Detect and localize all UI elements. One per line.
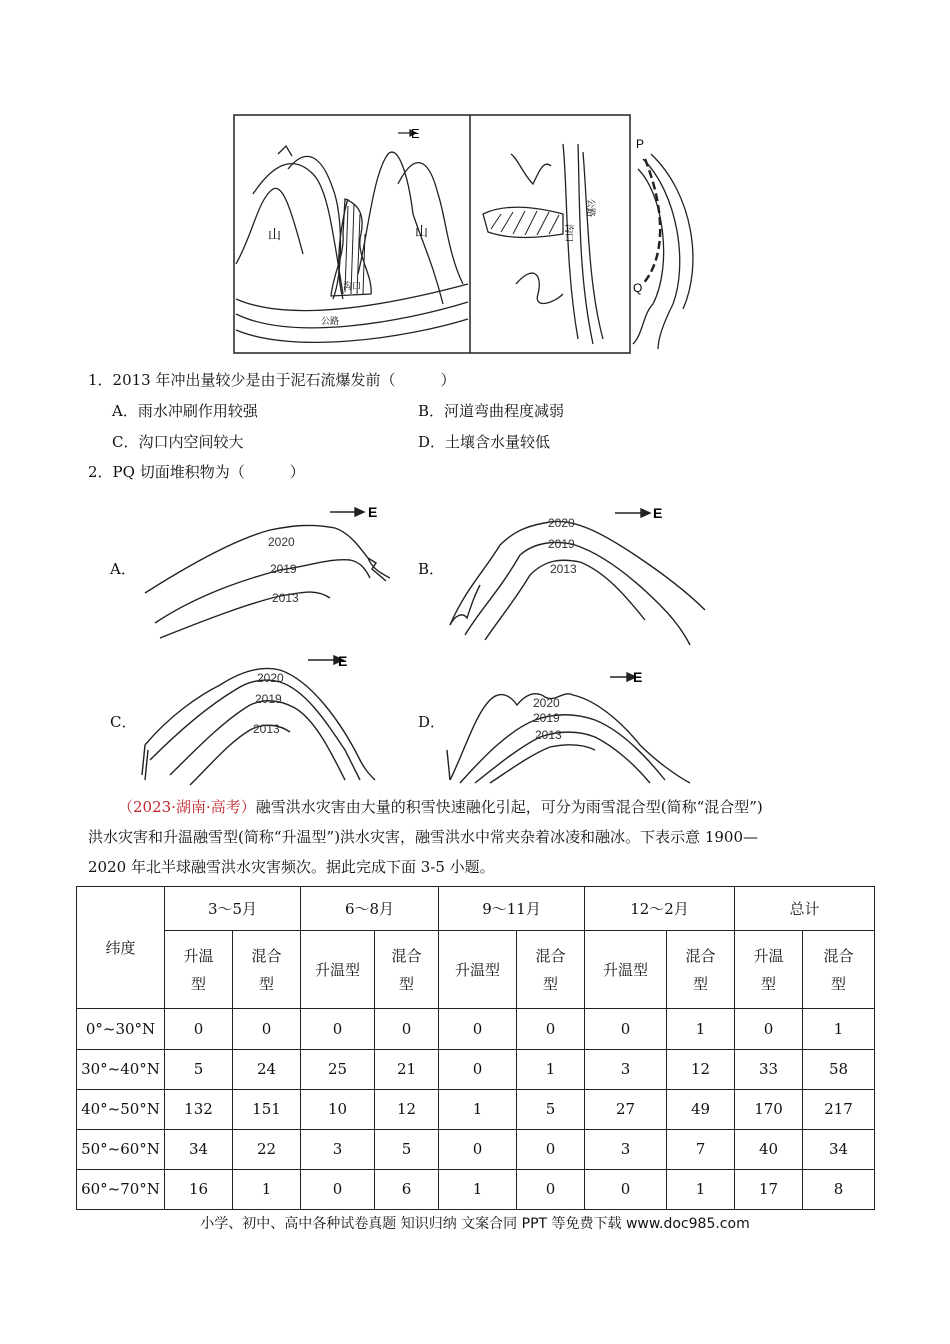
latitude-cell: 60°~70°N bbox=[77, 1169, 165, 1209]
value-cell: 0 bbox=[375, 1009, 439, 1049]
footer: 小学、初中、高中各种试卷真题 知识归纳 文案合同 PPT 等免费下载 www.doc985.com bbox=[200, 1216, 750, 1232]
source-tag: （2023·湖南·高考） bbox=[118, 798, 256, 816]
table-row bbox=[77, 1009, 875, 1049]
value-cell: 34 bbox=[165, 1129, 233, 1169]
value-cell: 5 bbox=[375, 1129, 439, 1169]
arrow-e-label: E bbox=[633, 669, 643, 685]
q2-option-d-letter[interactable]: D． bbox=[418, 713, 446, 731]
latitude-cell: 50°~60°N bbox=[77, 1129, 165, 1169]
value-cell: 0 bbox=[301, 1009, 375, 1049]
layer-2020-label: 2020 bbox=[548, 516, 575, 530]
left-road-label: 公路 bbox=[321, 316, 340, 326]
type-header: 升温型 bbox=[439, 931, 517, 1009]
left-arrow-label: E bbox=[411, 126, 420, 141]
value-cell: 6 bbox=[375, 1169, 439, 1209]
q1-option-d[interactable] bbox=[418, 432, 550, 452]
type-header: 升温型 bbox=[165, 931, 233, 1009]
option-text: 河道弯曲程度减弱 bbox=[444, 402, 565, 420]
table-row bbox=[77, 1089, 875, 1129]
q2-option-a-letter[interactable]: A． bbox=[110, 560, 136, 578]
type-header: 升温型 bbox=[735, 931, 803, 1009]
q2-option-c-letter[interactable]: C． bbox=[110, 713, 137, 731]
value-cell: 58 bbox=[803, 1049, 875, 1089]
snowmelt-flood-table bbox=[76, 886, 875, 1210]
value-cell: 5 bbox=[517, 1089, 585, 1129]
point-p-label: P bbox=[636, 137, 645, 151]
type-header: 混合型 bbox=[667, 931, 735, 1009]
q1-option-c[interactable] bbox=[112, 432, 244, 452]
layer-2019-label: 2019 bbox=[548, 537, 575, 551]
season-header: 总计 bbox=[735, 887, 875, 931]
value-cell: 0 bbox=[439, 1009, 517, 1049]
value-cell: 0 bbox=[233, 1009, 301, 1049]
intro-text: 融雪洪水灾害由大量的积雪快速融化引起，可分为雨雪混合型(简称“混合型”) bbox=[255, 798, 763, 816]
layer-2019-label: 2019 bbox=[270, 562, 297, 576]
value-cell: 22 bbox=[233, 1129, 301, 1169]
value-cell: 132 bbox=[165, 1089, 233, 1129]
table-row bbox=[77, 1129, 875, 1169]
value-cell: 1 bbox=[803, 1009, 875, 1049]
type-header: 升温型 bbox=[301, 931, 375, 1009]
type-header: 混合型 bbox=[803, 931, 875, 1009]
corner-header: 纬度 bbox=[77, 887, 165, 1009]
value-cell: 1 bbox=[439, 1089, 517, 1129]
option-text: 雨水冲刷作用较强 bbox=[137, 402, 258, 420]
value-cell: 49 bbox=[667, 1089, 735, 1129]
q2-option-a-diagram bbox=[140, 498, 400, 643]
season-header: 6～8月 bbox=[301, 887, 439, 931]
latitude-cell: 40°~50°N bbox=[77, 1089, 165, 1129]
option-letter: D． bbox=[418, 433, 446, 451]
type-header: 混合型 bbox=[517, 931, 585, 1009]
layer-2020-label: 2020 bbox=[268, 535, 295, 549]
value-cell: 12 bbox=[375, 1089, 439, 1129]
latitude-cell: 30°~40°N bbox=[77, 1049, 165, 1089]
option-text: 土壤含水量较低 bbox=[445, 433, 551, 451]
table-body bbox=[77, 1009, 875, 1210]
table-row bbox=[77, 1169, 875, 1209]
value-cell: 1 bbox=[517, 1049, 585, 1089]
type-header: 混合型 bbox=[233, 931, 301, 1009]
value-cell: 24 bbox=[233, 1049, 301, 1089]
table-row bbox=[77, 1049, 875, 1089]
value-cell: 16 bbox=[165, 1169, 233, 1209]
value-cell: 1 bbox=[439, 1169, 517, 1209]
value-cell: 0 bbox=[165, 1009, 233, 1049]
value-cell: 1 bbox=[233, 1169, 301, 1209]
value-cell: 3 bbox=[585, 1049, 667, 1089]
value-cell: 25 bbox=[301, 1049, 375, 1089]
option-letter: B． bbox=[418, 402, 445, 420]
type-header: 混合型 bbox=[375, 931, 439, 1009]
value-cell: 0 bbox=[301, 1169, 375, 1209]
layer-2013-label: 2013 bbox=[253, 722, 280, 736]
gully-figure bbox=[233, 114, 645, 356]
layer-2019-label: 2019 bbox=[533, 711, 560, 725]
mountain-right-label: 山 bbox=[415, 224, 429, 239]
layer-2013-label: 2013 bbox=[550, 562, 577, 576]
value-cell: 17 bbox=[735, 1169, 803, 1209]
latitude-cell: 0°~30°N bbox=[77, 1009, 165, 1049]
layer-2020-label: 2020 bbox=[533, 696, 560, 710]
right-gully-label: 沟口 bbox=[564, 224, 574, 243]
value-cell: 1 bbox=[667, 1169, 735, 1209]
q2-option-c-diagram bbox=[140, 650, 400, 785]
option-text: 沟口内空间较大 bbox=[138, 433, 244, 451]
left-gully-label: 沟口 bbox=[343, 281, 362, 291]
layer-2019-label: 2019 bbox=[255, 692, 282, 706]
q1-option-b[interactable] bbox=[418, 401, 564, 421]
layer-2013-label: 2013 bbox=[272, 591, 299, 605]
value-cell: 0 bbox=[439, 1049, 517, 1089]
value-cell: 12 bbox=[667, 1049, 735, 1089]
value-cell: 33 bbox=[735, 1049, 803, 1089]
q2-option-d-diagram bbox=[445, 665, 710, 785]
value-cell: 27 bbox=[585, 1089, 667, 1129]
value-cell: 10 bbox=[301, 1089, 375, 1129]
value-cell: 0 bbox=[517, 1009, 585, 1049]
q2-option-b-diagram bbox=[445, 500, 710, 645]
intro-line-1 bbox=[118, 792, 878, 822]
right-road-label: 公路 bbox=[586, 199, 596, 218]
intro-line-3: 2020 年北半球融雪洪水灾害频次。据此完成下面 3-5 小题。 bbox=[88, 858, 495, 876]
value-cell: 7 bbox=[667, 1129, 735, 1169]
value-cell: 5 bbox=[165, 1049, 233, 1089]
option-letter: C． bbox=[112, 433, 139, 451]
value-cell: 3 bbox=[301, 1129, 375, 1169]
layer-2020-label: 2020 bbox=[257, 671, 284, 685]
season-header: 9～11月 bbox=[439, 887, 585, 931]
value-cell: 3 bbox=[585, 1129, 667, 1169]
season-header: 12～2月 bbox=[585, 887, 735, 931]
type-header: 升温型 bbox=[585, 931, 667, 1009]
value-cell: 0 bbox=[439, 1129, 517, 1169]
q1-stem: 1．2013 年冲出量较少是由于泥石流爆发前（ ） bbox=[88, 371, 456, 389]
arrow-e-label: E bbox=[338, 653, 348, 669]
value-cell: 0 bbox=[517, 1129, 585, 1169]
value-cell: 0 bbox=[517, 1169, 585, 1209]
value-cell: 217 bbox=[803, 1089, 875, 1129]
value-cell: 8 bbox=[803, 1169, 875, 1209]
layer-2013-label: 2013 bbox=[535, 728, 562, 742]
q2-stem: 2．PQ 切面堆积物为（ ） bbox=[88, 463, 305, 481]
arrow-e-label: E bbox=[368, 504, 378, 520]
point-q-label: Q bbox=[633, 281, 643, 295]
q2-option-b-letter[interactable]: B． bbox=[418, 560, 445, 578]
value-cell: 170 bbox=[735, 1089, 803, 1129]
q1-option-a[interactable] bbox=[112, 401, 258, 421]
value-cell: 0 bbox=[735, 1009, 803, 1049]
season-header: 3～5月 bbox=[165, 887, 301, 931]
mountain-left-label: 山 bbox=[268, 227, 282, 242]
intro-line-2: 洪水灾害和升温融雪型(简称“升温型”)洪水灾害，融雪洪水中常夹杂着冰凌和融冰。下表示意 1900— bbox=[88, 828, 758, 846]
value-cell: 34 bbox=[803, 1129, 875, 1169]
value-cell: 0 bbox=[585, 1009, 667, 1049]
option-letter: A． bbox=[112, 402, 138, 420]
value-cell: 0 bbox=[585, 1169, 667, 1209]
arrow-e-label: E bbox=[653, 505, 663, 521]
value-cell: 21 bbox=[375, 1049, 439, 1089]
value-cell: 1 bbox=[667, 1009, 735, 1049]
value-cell: 40 bbox=[735, 1129, 803, 1169]
value-cell: 151 bbox=[233, 1089, 301, 1129]
